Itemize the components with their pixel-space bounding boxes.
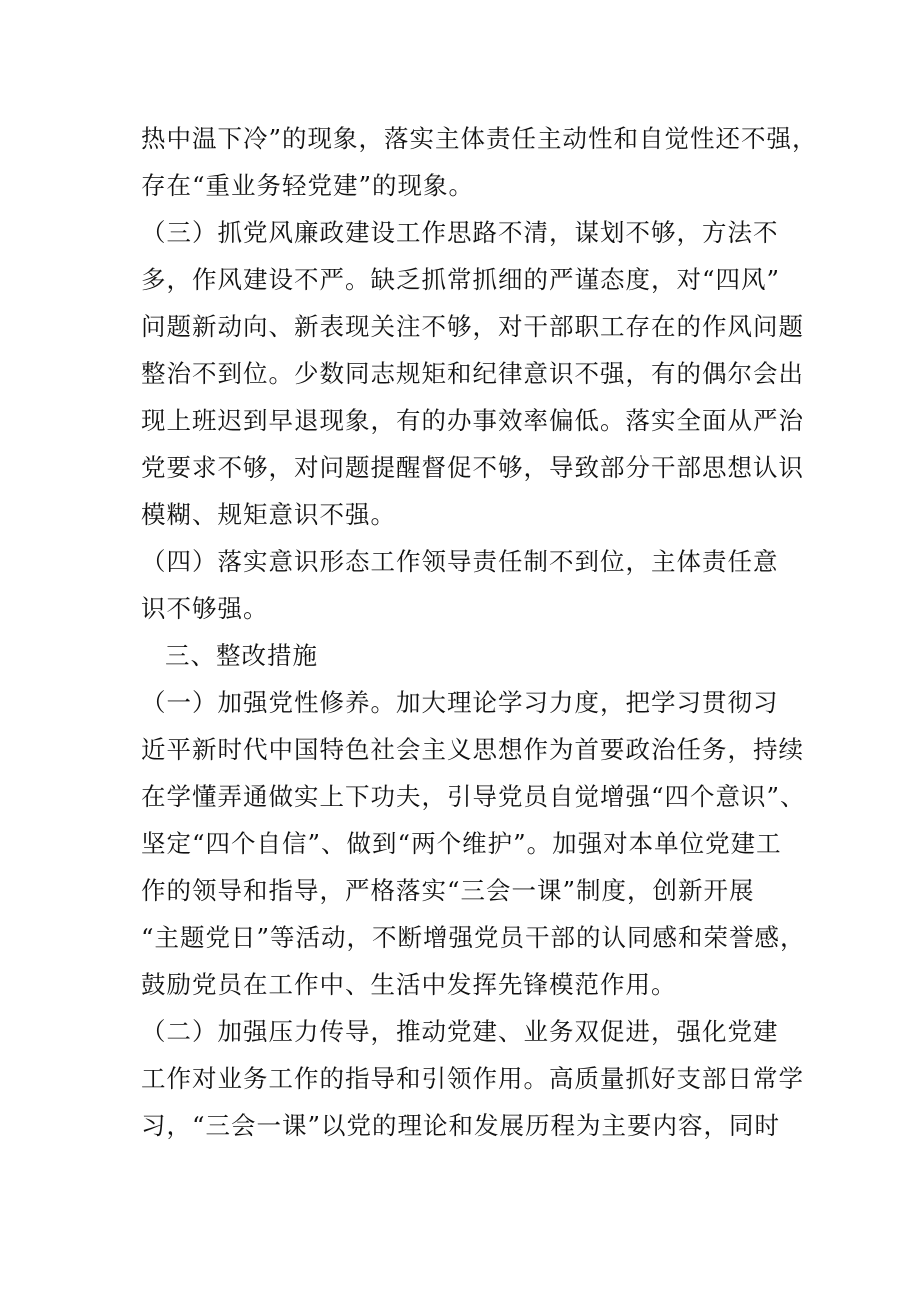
text-line: “主题党日”等活动，不断增强党员干部的认同感和荣誉感， — [141, 923, 806, 952]
text-line: 整治不到位。少数同志规矩和纪律意识不强，有的偶尔会出 — [141, 359, 804, 388]
paragraph-start-line: （二）加强压力传导，推动党建、业务双促进，强化党建 — [141, 1017, 779, 1046]
text-line: 工作对业务工作的指导和引领作用。高质量抓好支部日常学 — [141, 1064, 804, 1093]
text-line: 作的领导和指导，严格落实“三会一课”制度，创新开展 — [141, 876, 755, 905]
text-line: 党要求不够，对问题提醒督促不够，导致部分干部思想认识 — [141, 453, 804, 482]
text-line: 在学懂弄通做实上下功夫，引导党员自觉增强“四个意识”、 — [141, 782, 806, 811]
text-line: 习，“三会一课”以党的理论和发展历程为主要内容，同时 — [141, 1111, 781, 1140]
text-line: 现上班迟到早退现象，有的办事效率偏低。落实全面从严治 — [141, 406, 804, 435]
text-line: 识不够强。 — [141, 594, 269, 623]
text-line: 坚定“四个自信”、做到“两个维护”。加强对本单位党建工 — [141, 829, 782, 858]
text-line: 模糊、规矩意识不强。 — [141, 500, 396, 529]
text-line: 热中温下冷”的现象，落实主体责任主动性和自觉性还不强， — [141, 124, 818, 153]
text-line: 近平新时代中国特色社会主义思想作为首要政治任务，持续 — [141, 735, 804, 764]
document-body — [141, 115, 818, 1149]
paragraph-start-line: （四）落实意识形态工作领导责任制不到位，主体责任意 — [141, 547, 779, 576]
text-line: 问题新动向、新表现关注不够，对干部职工存在的作风问题 — [141, 312, 804, 341]
section-heading: 三、整改措施 — [165, 641, 318, 670]
text-line: 存在“重业务轻党建”的现象。 — [141, 171, 475, 200]
text-line: 鼓励党员在工作中、生活中发挥先锋模范作用。 — [141, 970, 677, 999]
paragraph-start-line: （三）抓党风廉政建设工作思路不清，谋划不够，方法不 — [141, 218, 779, 247]
paragraph-start-line: （一）加强党性修养。加大理论学习力度，把学习贯彻习 — [141, 688, 779, 717]
text-line: 多，作风建设不严。缺乏抓常抓细的严谨态度，对“四风” — [141, 265, 781, 294]
